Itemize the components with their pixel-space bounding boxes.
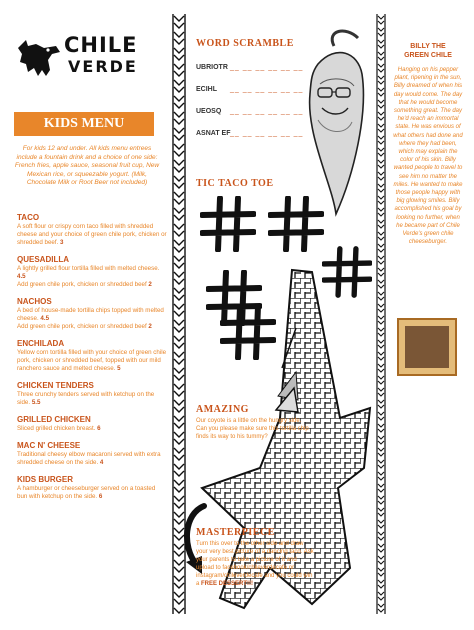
answer-blanks: __ __ __ __ __ __ <box>230 108 304 115</box>
free-dessert-prize: FREE DESSERT!!! <box>201 581 254 587</box>
menu-item-desc: A bed of house-made tortilla chips topped with melted cheese. <box>17 307 164 322</box>
menu-item <box>17 381 167 407</box>
menu-item-price: 4.5 <box>17 273 26 280</box>
tic-taco-toe-title: TIC TACO TOE <box>196 178 274 189</box>
cheeseburger-photo <box>397 318 457 376</box>
menu-item-price: 5.5 <box>31 399 41 406</box>
menu-item-name: KIDS BURGER <box>17 475 74 484</box>
billy-story-text: Hanging on his pepper plant, ripening in the sun, Billy dreamed of when his day would come. The day that he would become something great. The day he'd reach an immortal state. He was envious of what others had done and where they had been, which may explain the color of his skin. Billy wanted people to travel to see him no matter the miles. He wanted to make those people happy with big glowing smiles. Billy accomplished his goal by looking no further, when he became part of Chile Verde's green chile cheeseburger. <box>393 67 463 246</box>
menu-item-desc: Yellow corn tortilla filled with your choice of green chile pork, chicken or shredded beef, topped with our mild ranchero sauce and melted cheese. <box>17 349 167 372</box>
tic-tac-toe-grid[interactable] <box>268 196 324 252</box>
menu-item-name: QUESADILLA <box>17 255 69 264</box>
menu-item-price: 6 <box>98 493 103 500</box>
menu-item-addon: Add green chile pork, chicken or shredded beef <box>17 323 147 330</box>
menu-item-price: 6 <box>97 425 101 432</box>
menu-item-name: MAC N' CHEESE <box>17 441 81 450</box>
logo-word-chile: CHILE <box>64 33 138 57</box>
menu-item-desc: A hamburger or cheeseburger served on a toasted bun with ketchup on the side. <box>17 485 156 500</box>
kids-menu-column <box>0 0 172 630</box>
menu-item-name: CHICKEN TENDERS <box>17 381 94 390</box>
menu-item-name: ENCHILADA <box>17 339 65 348</box>
scramble-word: ASNAT EF __ __ __ __ __ __ <box>196 130 304 137</box>
coyote-logo-icon <box>14 36 62 80</box>
menu-item-desc: Three crunchy tenders served with ketchup on the side. <box>17 391 155 406</box>
menu-item <box>17 415 167 433</box>
menu-item-addon-price: 2 <box>148 281 152 288</box>
masterpiece-description: Turn this over to the other side and draw your very best picture of a dancing taco. Ask your parents to take a picture of it and upload to facebook/chileverdecafe or instagram/chileverdecafe and you could win a FREE DESSERT!!! <box>196 541 314 587</box>
tortilla-chip-icon <box>272 386 302 414</box>
menu-item <box>17 339 167 373</box>
menu-item <box>17 475 167 501</box>
kids-menu-intro: For kids 12 and under. All kids menu entrees include a fountain drink and a choice of one side: French fries, apple sauce, seasonal fruit cup, New Mexican rice, or squeezable yogurt. (Milk, Chocolate Milk or Root Beer not included) <box>14 145 160 186</box>
menu-item-price: 3 <box>60 239 64 246</box>
answer-blanks: __ __ __ __ __ __ <box>230 86 304 93</box>
amazing-title: AMAZING <box>196 404 249 415</box>
word-scramble-title: WORD SCRAMBLE <box>196 38 294 49</box>
menu-item-desc: Traditional cheesy elbow macaroni served with extra shredded cheese on the side. <box>17 451 161 466</box>
answer-blanks: __ __ __ __ __ __ <box>230 130 304 137</box>
kids-menu-title: KIDS MENU <box>14 112 154 136</box>
scramble-word: UBRIOTR __ __ __ __ __ __ <box>196 64 304 71</box>
scramble-word: UEOSQ __ __ __ __ __ __ <box>196 108 304 115</box>
menu-item-price: 5 <box>117 365 121 372</box>
menu-item-addon: Add green chile pork, chicken or shredded beef <box>17 281 147 288</box>
menu-item-desc: Sliced grilled chicken breast. <box>17 425 96 432</box>
menu-item-name: NACHOS <box>17 297 52 306</box>
menu-item-addon-price: 2 <box>148 323 152 330</box>
billy-chile-illustration <box>296 24 374 224</box>
menu-item <box>17 213 167 247</box>
answer-blanks: __ __ __ __ __ __ <box>230 64 304 71</box>
menu-item-desc: A soft flour or crispy corn taco filled with shredded cheese and your choice of green chile pork, chicken or shredded beef. <box>17 223 167 246</box>
menu-item-price: 4 <box>99 459 104 466</box>
menu-item-desc: A lightly grilled flour tortilla filled with melted cheese. <box>17 265 160 272</box>
menu-item-name: GRILLED CHICKEN <box>17 415 91 424</box>
menu-item-name: TACO <box>17 213 40 222</box>
masterpiece-title: MASTERPIECE <box>196 527 275 538</box>
amazing-description: Our coyote is a little on the hungry side. Can you please make sure this tortilla chip finds its way to his tummy? <box>196 418 309 440</box>
scramble-word: ECIHL __ __ __ __ __ __ <box>196 86 304 93</box>
menu-item <box>17 255 167 289</box>
aztec-border-right <box>376 14 386 614</box>
chile-verde-logo <box>14 30 164 94</box>
menu-items <box>17 213 167 509</box>
tic-tac-toe-grid[interactable] <box>200 196 256 252</box>
logo-word-verde: VERDE <box>68 57 138 76</box>
billy-story-title: BILLY THE GREEN CHILE <box>404 43 452 59</box>
menu-item <box>17 441 167 467</box>
menu-item <box>17 297 167 331</box>
menu-item-price: 4.5 <box>40 315 50 322</box>
